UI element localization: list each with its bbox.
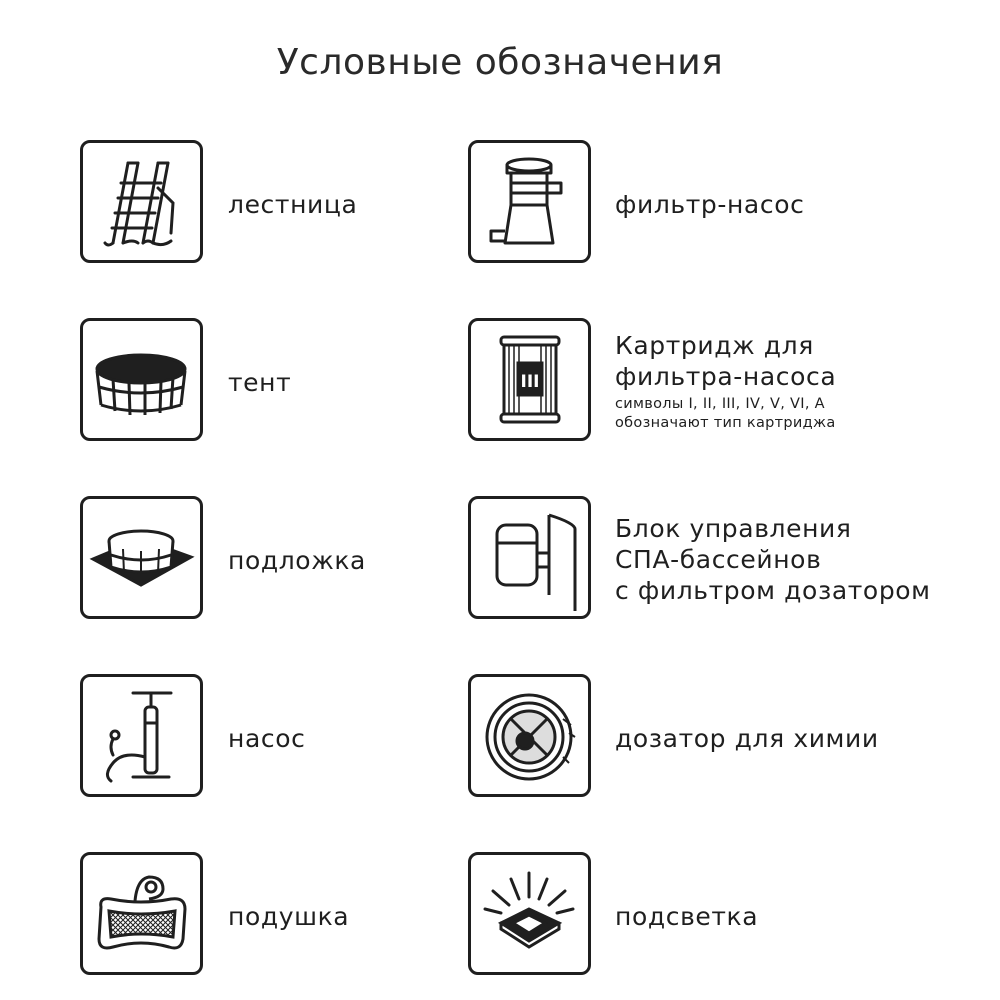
led-light-label: подсветка bbox=[615, 902, 759, 931]
cartridge-icon-box bbox=[468, 318, 591, 441]
cartridge-icon bbox=[471, 321, 588, 438]
chemical-dispenser-icon-box bbox=[468, 674, 591, 797]
cover-icon bbox=[83, 321, 200, 438]
spa-control-label-line1: Блок управления bbox=[615, 514, 852, 543]
ground-cloth-icon-box bbox=[80, 496, 203, 619]
page-title: Условные обозначения bbox=[276, 42, 724, 83]
hand-pump-icon-box bbox=[80, 674, 203, 797]
chemical-dispenser-icon bbox=[471, 677, 588, 794]
cartridge-label-line2: фильтра-насоса bbox=[615, 362, 837, 391]
ladder-icon bbox=[83, 143, 200, 260]
hand-pump-icon bbox=[83, 677, 200, 794]
ladder-label: лестница bbox=[228, 190, 358, 219]
spa-control-icon-box bbox=[468, 496, 591, 619]
spa-control-icon bbox=[471, 499, 588, 616]
cartridge-type-text: III bbox=[520, 372, 540, 392]
ladder-icon-box bbox=[80, 140, 203, 263]
led-light-icon-box bbox=[468, 852, 591, 975]
cartridge-note-line1: символы I, II, III, IV, V, VI, A bbox=[615, 396, 825, 412]
led-light-icon bbox=[471, 855, 588, 972]
chemical-dispenser-label: дозатор для химии bbox=[615, 724, 879, 753]
spa-control-label-line2: СПА-бассейнов bbox=[615, 545, 822, 574]
filter-pump-icon bbox=[471, 143, 588, 260]
pillow-icon bbox=[83, 855, 200, 972]
spa-control-label bbox=[615, 513, 931, 606]
hand-pump-label: насос bbox=[228, 724, 306, 753]
pillow-label: подушка bbox=[228, 902, 350, 931]
cover-label: тент bbox=[228, 368, 292, 397]
ground-cloth-label: подложка bbox=[228, 546, 366, 575]
ground-cloth-icon bbox=[83, 499, 200, 616]
spa-control-label-line3: с фильтром дозатором bbox=[615, 576, 931, 605]
pillow-icon-box bbox=[80, 852, 203, 975]
cartridge-label bbox=[615, 330, 836, 433]
cover-icon-box bbox=[80, 318, 203, 441]
filter-pump-icon-box bbox=[468, 140, 591, 263]
filter-pump-label: фильтр-насос bbox=[615, 190, 805, 219]
cartridge-label-line1: Картридж для bbox=[615, 331, 814, 360]
cartridge-note-line2: обозначают тип картриджа bbox=[615, 415, 836, 431]
